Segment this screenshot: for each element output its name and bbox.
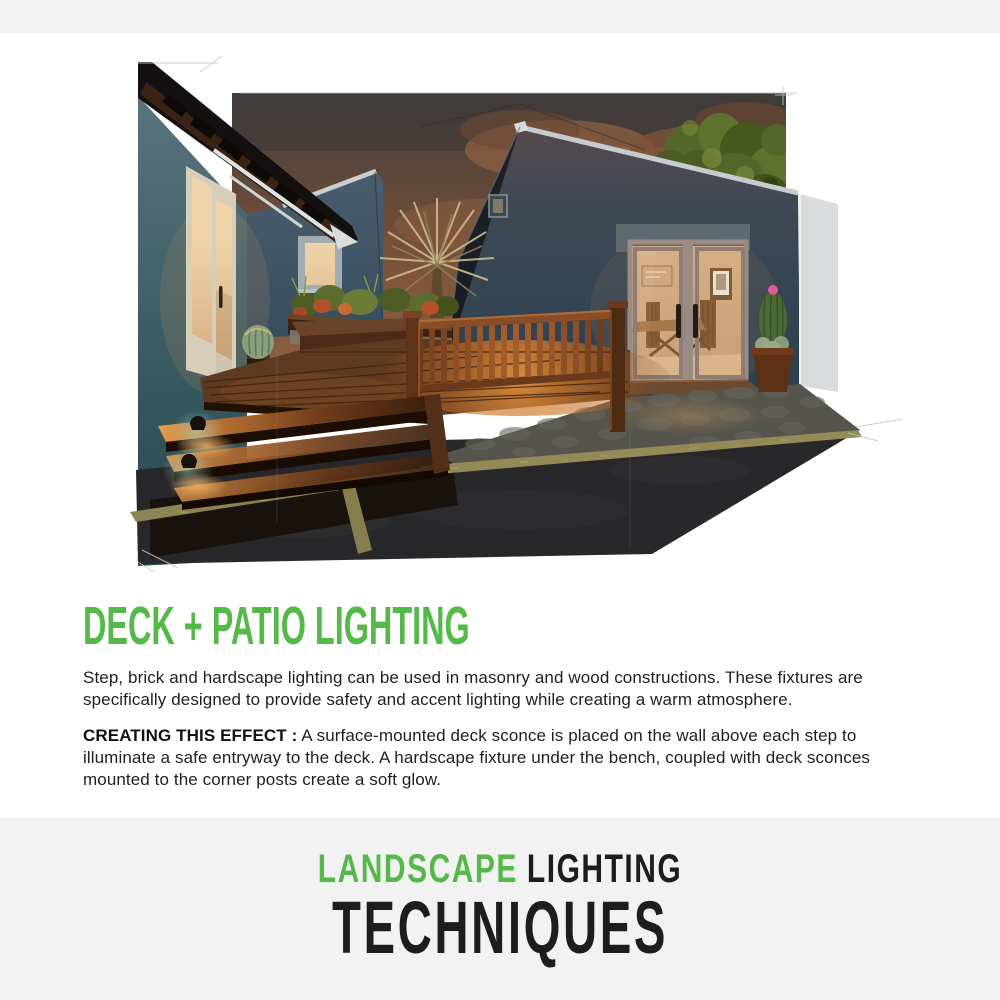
gable-vent-window: [489, 195, 507, 217]
footer-title: TECHNIQUES: [331, 886, 669, 969]
door-handle-right: [693, 304, 698, 338]
railing-post-left: [406, 316, 419, 404]
effect-label: CREATING THIS EFFECT :: [83, 726, 298, 745]
effect-paragraph: [83, 725, 883, 791]
railing-post-right: [610, 306, 625, 432]
door-handle-left: [676, 304, 681, 338]
effect-text: A surface-mounted deck sconce is placed on the wall above each step to illuminate a safe entryway to the deck. A hardscape fixture under the bench, coupled with deck sconces mounted to the corner posts create a soft glow.: [83, 726, 870, 789]
brand-word-lighting: LIGHTING: [526, 847, 683, 891]
entry-door-window: [186, 166, 236, 384]
footer-band: [0, 818, 1000, 1000]
cactus-bloom: [768, 285, 778, 295]
brand-line: [318, 849, 683, 889]
content-section: [83, 596, 883, 791]
wall-cut-edge: [800, 194, 838, 392]
section-title: DECK + PATIO LIGHTING: [83, 596, 470, 656]
door-handle: [219, 286, 223, 308]
section-intro: Step, brick and hardscape lighting can be used in masonry and wood constructions. These fixtures are specifically designed to provide safety and accent lighting while creating a warm atmosphere.: [83, 668, 863, 709]
brand-word-landscape: LANDSCAPE: [317, 847, 518, 891]
